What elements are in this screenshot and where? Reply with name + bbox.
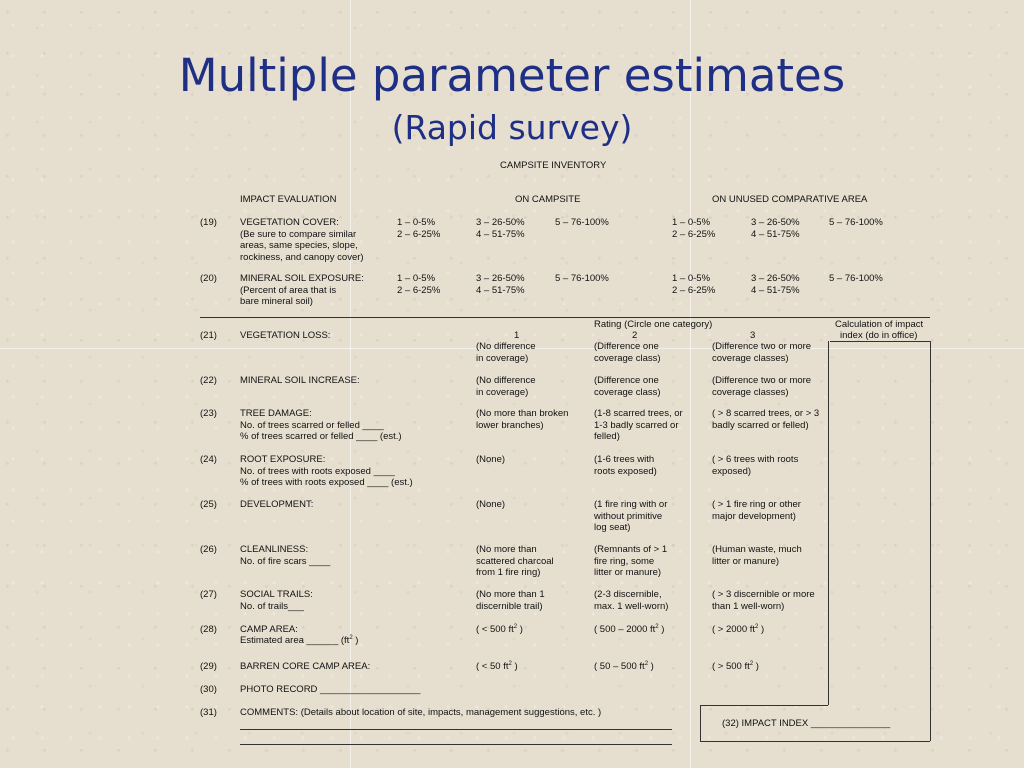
text-line: exposed) [712,465,752,477]
item-num-28: (28) [200,624,217,635]
item-22-rating-c1 [476,375,536,398]
text-line: log seat) [594,522,631,533]
text-line: (Be sure to compare similar [240,228,357,240]
text-line: 2 – 6-25% [672,284,716,296]
item-27-rating-c1 [476,589,545,612]
item-19-rating-u2 [751,217,800,240]
text-line: (No more than [476,544,537,555]
item-num-24: (24) [200,454,217,465]
text-line: CLEANLINESS: [240,544,309,555]
item-25-rating-c2 [594,499,667,534]
item-23-label [240,408,402,443]
item-sublabel-28: Estimated area ______ ($ft^2$ ) [240,634,359,646]
text-line: 5 – 76-100% [555,217,609,228]
item-22-rating-c2 [594,375,661,398]
text-line: No. of trees scarred or felled ____ [240,419,384,431]
calc-box-top [830,341,930,342]
item-29-rating-3: ( > 500 $ft^2$ ) [712,660,759,672]
rating-3: 3 [750,330,756,341]
text-line: MINERAL SOIL EXPOSURE: [240,273,364,284]
item-21-rating-c2 [594,341,661,364]
text-line: (Percent of area that is [240,284,337,296]
item-19-rating-c3 [555,217,609,229]
item-num-29: (29) [200,661,217,672]
text-line: max. 1 well-worn) [594,600,669,612]
item-23-rating-c1 [476,408,568,431]
text-line: 3 – 26-50% [751,273,800,284]
text-line: (1 fire ring with or [594,499,668,510]
item-19-rating-c2 [476,217,525,240]
page-title: Multiple parameter estimates [178,49,846,102]
item-23-rating-c2 [594,408,683,443]
text-line: ( > 6 trees with roots [712,454,799,465]
page-subtitle: (Rapid survey) [391,108,633,147]
text-line: 2 – 6-25% [672,228,716,240]
item-label-29: BARREN CORE CAMP AREA: [240,661,371,672]
text-line: in coverage) [476,352,529,364]
item-label-28: CAMP AREA: [240,624,298,635]
calc-header-line1: Calculation of impact [835,319,924,330]
text-line: felled) [594,431,620,442]
text-line: (No more than broken [476,408,569,419]
text-line: (1-6 trees with [594,454,655,465]
text-line: VEGETATION COVER: [240,217,339,228]
col-on-campsite-header: ON CAMPSITE [515,194,581,205]
text-line: badly scarred or felled) [712,419,809,431]
text-line: litter or manure) [594,567,662,578]
text-line: than 1 well-worn) [712,600,785,612]
text-line: (No difference [476,375,536,386]
text-line: (Remnants of > 1 [594,544,668,555]
text-line: 1 – 0-5% [397,273,436,284]
text-line: No. of trees with roots exposed ____ [240,465,395,477]
text-line: VEGETATION LOSS: [240,330,331,341]
item-19-rating-c1 [397,217,440,240]
text-line: 4 – 51-75% [476,228,525,240]
item-29-rating-2: ( 50 – 500 $ft^2$ ) [594,660,654,672]
text-line: (No more than 1 [476,589,545,600]
text-line: ( > 1 fire ring or other [712,499,801,510]
text-line: bare mineral soil) [240,296,313,307]
text-line: ( > 3 discernible or more [712,589,815,600]
col-unused-header: ON UNUSED COMPARATIVE AREA [712,194,868,205]
calc-box-right [930,341,931,741]
item-20-rating-c1 [397,273,440,296]
text-line: MINERAL SOIL INCREASE: [240,375,360,386]
text-line: (Difference two or more [712,375,812,386]
item-num-22: (22) [200,375,217,386]
text-line: fire ring, some [594,555,655,567]
item-24-rating-c3 [712,454,798,477]
item-24-rating-c2 [594,454,657,477]
item-num-27: (27) [200,589,217,600]
section-divider [200,317,930,318]
text-line: coverage classes) [712,386,789,398]
item-num-19: (19) [200,217,217,228]
item-20-rating-c3 [555,273,609,285]
item-27-label [240,589,313,612]
text-line: % of trees scarred or felled ____ (est.) [240,431,402,442]
item-25-rating-c1 [476,499,505,511]
form-heading: CAMPSITE INVENTORY [500,160,607,171]
text-line: in coverage) [476,386,529,398]
item-20-rating-u2 [751,273,800,296]
text-line: (Difference one [594,375,659,386]
text-line: No. of trails___ [240,600,304,612]
text-line: (2-3 discernible, [594,589,662,600]
rating-header: Rating (Circle one category) [594,319,713,330]
comments-label: COMMENTS: (Details about location of site, impacts, management suggestions, etc. ) [240,707,602,718]
text-line: (Difference two or more [712,341,812,353]
text-line: % of trees with roots exposed ____ (est.) [240,477,413,488]
comments-line-2 [240,744,672,745]
comments-line-1 [240,729,672,730]
text-line: 1 – 0-5% [672,273,711,284]
photo-record-label: PHOTO RECORD ___________________ [240,684,421,695]
text-line: 4 – 51-75% [476,284,525,296]
text-line: coverage classes) [712,352,789,364]
item-num-26: (26) [200,544,217,555]
item-20-rating-c2 [476,273,525,296]
text-line: discernible trail) [476,600,543,612]
text-line: without primitive [594,510,663,522]
text-line: 1-3 badly scarred or [594,419,679,431]
item-num-20: (20) [200,273,217,284]
text-line: DEVELOPMENT: [240,499,314,510]
item-19-rating-u3 [829,217,883,229]
col-impact-header: IMPACT EVALUATION [240,194,337,205]
text-line: 2 – 6-25% [397,284,441,296]
text-line: major development) [712,510,796,522]
item-20-label [240,273,364,308]
item-20-rating-u1 [672,273,715,296]
text-line: ROOT EXPOSURE: [240,454,326,465]
calc-box-bottom [700,741,930,742]
text-line: 5 – 76-100% [829,217,883,228]
text-line: 4 – 51-75% [751,228,800,240]
text-line: ( > 8 scarred trees, or > 3 [712,408,820,419]
item-24-label [240,454,413,489]
item-23-rating-c3 [712,408,819,431]
text-line: (None) [476,454,506,465]
rating-2: 2 [632,330,638,341]
item-22-label [240,375,360,387]
text-line: (Difference one [594,341,659,353]
item-num-21: (21) [200,330,217,341]
item-29-rating-1: ( < 50 $ft^2$ ) [476,660,518,672]
text-line: areas, same species, slope, [240,240,358,251]
text-line: 2 – 6-25% [397,228,441,240]
item-19-rating-u1 [672,217,715,240]
text-line: TREE DAMAGE: [240,408,312,419]
item-28-rating-1: ( < 500 $ft^2$ ) [476,623,523,635]
item-25-rating-c3 [712,499,801,522]
item-21-label [240,330,330,342]
text-line: SOCIAL TRAILS: [240,589,313,600]
text-line: roots exposed) [594,465,657,477]
text-line: litter or manure) [712,555,780,567]
item-22-rating-c3 [712,375,811,398]
text-line: 5 – 76-100% [555,273,609,284]
calc-box-left [828,341,829,705]
item-28-rating-3: ( > 2000 $ft^2$ ) [712,623,765,635]
text-line: (No difference [476,341,536,353]
item-num-25: (25) [200,499,217,510]
text-line: (Human waste, much [712,544,802,555]
text-line: No. of fire scars ____ [240,555,331,567]
text-line: 3 – 26-50% [476,273,525,284]
text-line: rockiness, and canopy cover) [240,251,364,263]
item-num-30: (30) [200,684,217,695]
text-line: 4 – 51-75% [751,284,800,296]
text-line: 1 – 0-5% [397,217,436,228]
item-26-rating-c3 [712,544,802,567]
item-26-rating-c1 [476,544,554,579]
rating-1: 1 [514,330,520,341]
text-line: coverage class) [594,352,661,364]
item-26-rating-c2 [594,544,667,579]
item-27-rating-c3 [712,589,815,612]
text-line: 3 – 26-50% [751,217,800,228]
text-line: 5 – 76-100% [829,273,883,284]
text-line: 3 – 26-50% [476,217,525,228]
calc-box-inner-left [700,705,701,741]
item-24-rating-c1 [476,454,505,466]
text-line: 1 – 0-5% [672,217,711,228]
item-27-rating-c2 [594,589,668,612]
item-26-label [240,544,330,567]
item-28-rating-2: ( 500 – 2000 $ft^2$ ) [594,623,665,635]
text-line: lower branches) [476,419,544,431]
item-21-rating-c1 [476,341,536,364]
text-line: scattered charcoal [476,555,554,567]
item-25-label [240,499,313,511]
text-line: (1-8 scarred trees, or [594,408,683,419]
text-line: from 1 fire ring) [476,567,541,578]
text-line: (None) [476,499,506,510]
text-line: coverage class) [594,386,661,398]
item-19-label [240,217,364,263]
calc-box-inner-bottom [700,705,828,706]
impact-index-label: (32) IMPACT INDEX _______________ [722,718,891,729]
item-21-rating-c3 [712,341,811,364]
item-20-rating-u3 [829,273,883,285]
calc-header-line2: index (do in office) [840,330,918,341]
item-num-23: (23) [200,408,217,419]
item-num-31: (31) [200,707,217,718]
